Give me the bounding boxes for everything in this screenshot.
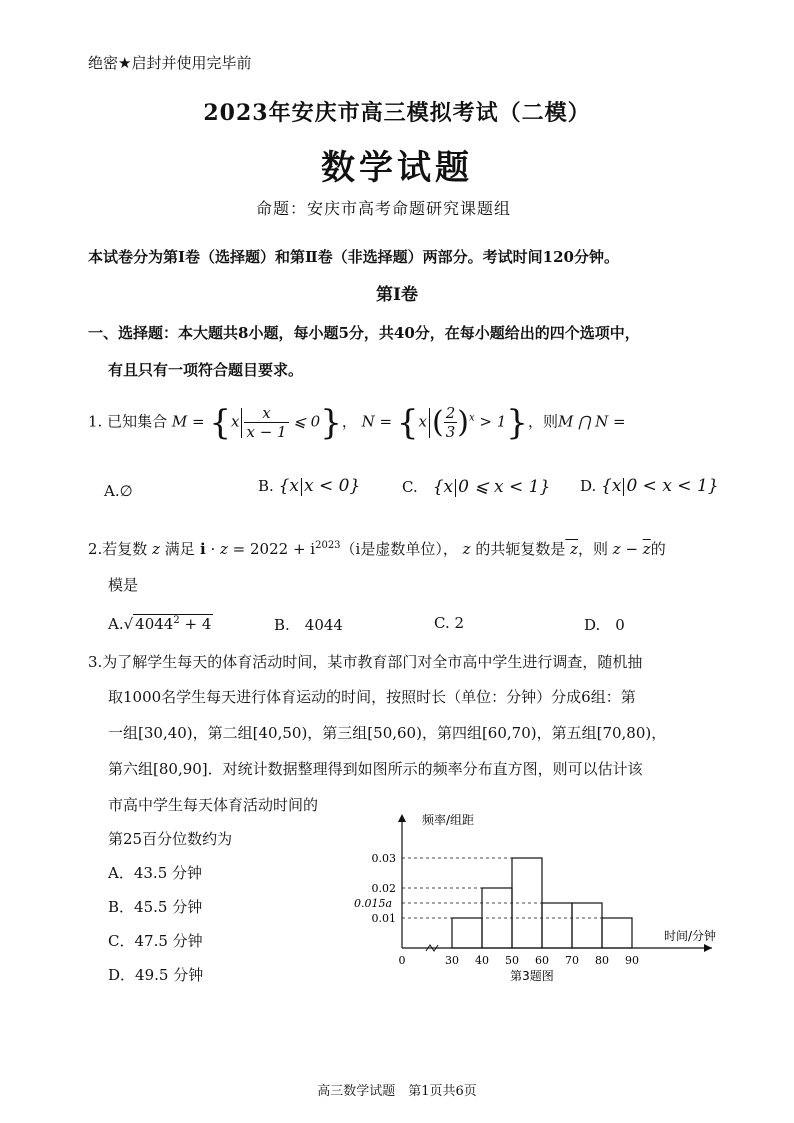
histogram-bar <box>572 903 602 948</box>
x-axis-label: 时间/分钟 <box>664 929 717 943</box>
secret-label: 绝密★启封并使用完毕前 <box>88 54 252 72</box>
x-tick-label: 70 <box>565 954 579 967</box>
x-tick-label: 0 <box>398 954 406 967</box>
q3-line2: 取1000名学生每天进行体育运动的时间，按照时长（单位：分钟）分成6组：第 <box>108 688 636 706</box>
histogram-bar <box>542 903 572 948</box>
page-footer: 高三数学试题 第1页共6页 <box>317 1084 477 1099</box>
x-tick-label: 80 <box>595 954 609 967</box>
y-tick-label: 0.03 <box>371 852 396 865</box>
q1-then: ，则 <box>527 412 558 431</box>
section-instructions-line2: 有且只有一项符合题目要求。 <box>108 361 304 379</box>
q2-option-a: A.√ $4044^2 + 4$ <box>108 615 212 633</box>
y-axis-arrow <box>398 814 406 822</box>
x-tick-label: 30 <box>445 954 459 967</box>
section-instructions-line1: 一、选择题：本大题共8小题，每小题5分，共40分，在每小题给出的四个选项中， <box>88 324 640 342</box>
q1-set-m: M = <box>171 412 205 431</box>
q2-option-c: C. 2 <box>434 614 465 632</box>
q3-line1: 3.为了解学生每天的体育活动时间，某市教育部门对全市高中学生进行调查，随机抽 <box>88 653 643 671</box>
q1-option-c: C. {x 0 ⩽ x < 1} <box>402 477 551 497</box>
x-tick-label: 60 <box>535 954 549 967</box>
q3-line4: 第六组[80,90]．对统计数据整理得到如图所示的频率分布直方图，则可以估计该 <box>108 760 643 778</box>
exam-title: 2023年安庆市高三模拟考试（二模） <box>203 100 591 126</box>
q3-line3: 一组[30,40)，第二组[40,50)，第三组[50,60)，第四组[60,70)，第五组[70,80)， <box>108 724 667 742</box>
q3-option-b: B．45.5 分钟 <box>108 898 203 916</box>
q2-stem: 2.若复数 z 满足 $i \cdot z = 2022 + i^{2023}(i$是虚数单位）， z 的共轭复数是 z，则 $z - \overline{z}$的 <box>88 540 666 558</box>
q3-line5: 市高中学生每天体育活动时间的 <box>108 796 319 814</box>
y-tick-label: 0.02 <box>371 882 396 895</box>
q1-stem: 1. 已知集合 M = {x $\frac{x}{x - 1}$ ⩽ 0}， N = {x ( $\frac{2}{3}$ )$^x$ > 1}，则M ⋂ N = <box>88 402 626 443</box>
subject-title: 数学试题 <box>321 148 473 188</box>
histogram-bar <box>452 918 482 948</box>
q3-option-a: A．43.5 分钟 <box>108 864 202 882</box>
author-line: 命题：安庆市高考命题研究课题组 <box>256 199 512 218</box>
x-tick-label: 40 <box>475 954 489 967</box>
q2-line2: 模是 <box>108 576 139 594</box>
q3-line6: 第25百分位数约为 <box>108 830 233 848</box>
q1-option-b: B. {x x < 0} <box>258 476 361 496</box>
x-tick-label: 50 <box>505 954 519 967</box>
q3-option-c: C．47.5 分钟 <box>108 932 203 950</box>
q1-option-a: A.∅ <box>104 482 133 500</box>
q1-prefix: 1. 已知集合 <box>88 412 168 431</box>
q1-set-n: N = <box>361 412 393 431</box>
q2-option-d: D. 0 <box>584 616 625 634</box>
x-tick-label: 90 <box>625 954 639 967</box>
volume-title: 第Ⅰ卷 <box>376 285 418 305</box>
q2-option-b: B. 4044 <box>274 616 343 634</box>
frequency-histogram <box>352 810 732 990</box>
histogram-bar <box>602 918 632 948</box>
intro-text: 本试卷分为第Ⅰ卷（选择题）和第Ⅱ卷（非选择题）两部分。考试时间120分钟。 <box>88 248 619 266</box>
q1-option-d: D. {x 0 < x < 1} <box>580 476 719 496</box>
y-tick-label: 0.01 <box>371 912 396 925</box>
q3-option-d: D．49.5 分钟 <box>108 966 204 984</box>
y-axis-label: 频率/组距 <box>422 813 475 827</box>
axis-break-mark <box>426 945 438 951</box>
x-axis-arrow <box>704 944 712 952</box>
q1-ask: M ⋂ N = <box>557 412 626 431</box>
chart-title: 第3题图 <box>510 969 554 983</box>
handwritten-note: 0.015a <box>354 897 393 910</box>
